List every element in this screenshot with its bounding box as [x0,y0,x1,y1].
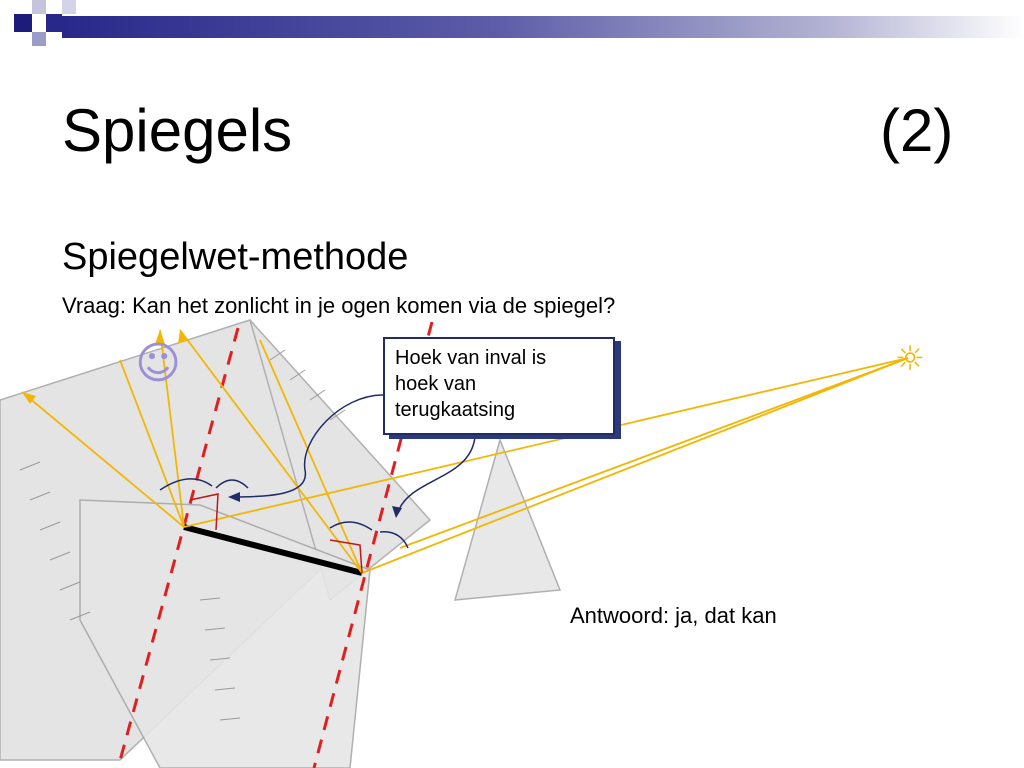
answer-text: Antwoord: ja, dat kan [570,603,777,628]
callout-line-1: Hoek van inval is [395,347,547,369]
question-text: Vraag: Kan het zonlicht in je ogen komen via de spiegel? [62,293,616,318]
page-title: Spiegels [62,97,293,164]
callout-line-2: hoek van [395,373,477,395]
smiley-icon: ☺ [135,338,181,389]
callout-line-3: terugkaatsing [395,399,516,421]
page-number: (2) [880,97,954,164]
sun-icon: ☼ [894,339,926,379]
callout-box [383,337,615,435]
subtitle: Spiegelwet-methode [62,236,409,278]
set-square-right [455,440,560,600]
